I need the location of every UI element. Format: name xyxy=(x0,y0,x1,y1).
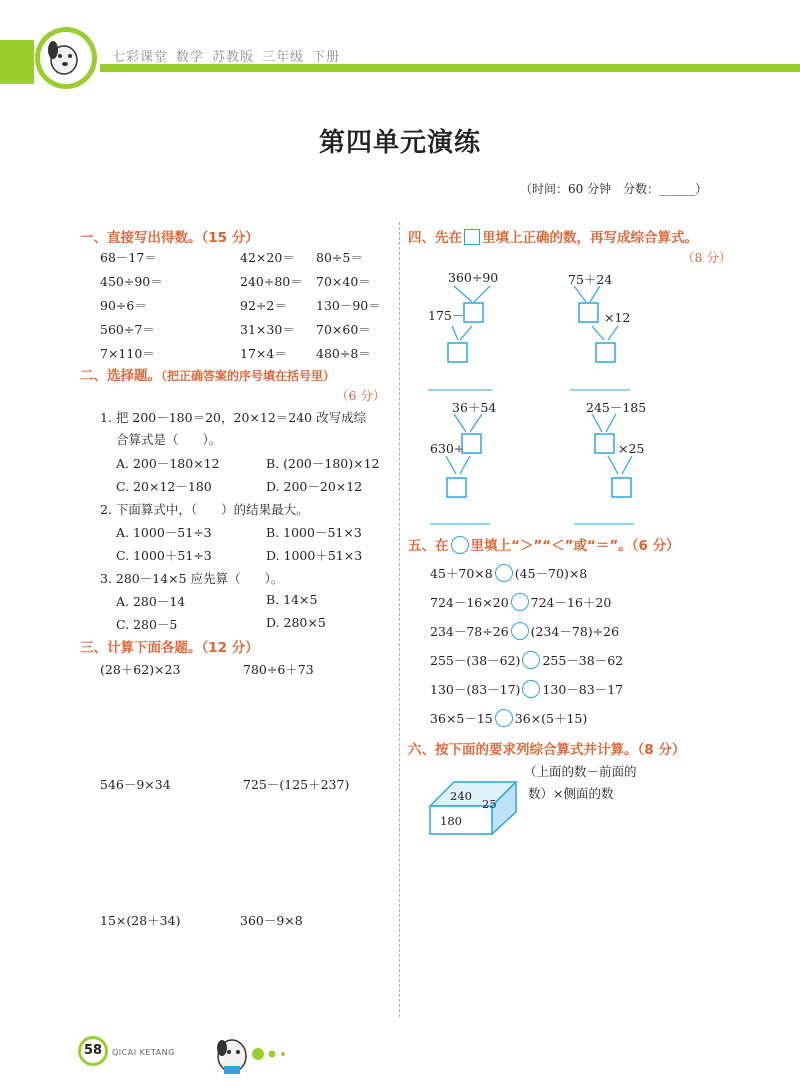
time-score-line: （时间：60 分钟 分数：______） xyxy=(520,182,708,196)
calc-item: 360－9×8 xyxy=(240,913,303,928)
q3-option-c: C. 280－5 xyxy=(116,617,178,632)
oral-item: 240÷80＝ xyxy=(240,274,303,289)
compare-left: 724－16×20 xyxy=(430,595,509,610)
calc-item: 15×(28＋34) xyxy=(100,913,181,928)
compare-right: 255－38－62 xyxy=(542,653,624,668)
diagram-1-tree xyxy=(420,282,510,392)
section-3-points: （12 分） xyxy=(201,640,259,656)
q2-option-c: C. 1000＋51÷3 xyxy=(116,548,212,563)
answer-box xyxy=(462,434,481,453)
compare-right: (45－70)×8 xyxy=(514,566,588,581)
compare-circle[interactable] xyxy=(511,593,529,611)
q3-option-d: D. 280×5 xyxy=(266,615,326,630)
answer-box xyxy=(464,303,483,322)
section-2-title: 二、选择题。 xyxy=(80,368,161,384)
compare-left: 130－(83－17) xyxy=(430,682,521,697)
compare-circle[interactable] xyxy=(522,680,540,698)
q2-text-a: 2. 下面算式中，（ xyxy=(100,502,198,517)
compare-right: 130－83－17 xyxy=(542,682,624,697)
compare-left: 36×5－15 xyxy=(430,711,493,726)
oral-item: 480÷8＝ xyxy=(316,346,371,361)
volume: 下册 xyxy=(312,50,341,65)
section-4-heading xyxy=(408,226,698,246)
compare-right: 36×(5＋15) xyxy=(514,711,588,726)
diagram-2-top: 75＋24 xyxy=(568,272,613,287)
q1-option-c: C. 20×12－180 xyxy=(116,479,212,494)
cuboid-side-value: 25 xyxy=(482,797,497,811)
cuboid-front-value: 180 xyxy=(440,814,462,828)
compare-left: 255－(38－62) xyxy=(430,653,521,668)
brand-text: QICAI KETANG xyxy=(112,1048,175,1057)
compare-circle[interactable] xyxy=(495,564,513,582)
q2-option-b: B. 1000－51×3 xyxy=(266,525,362,540)
cuboid-diagram xyxy=(426,770,522,840)
requirement-line-2: 数）×侧面的数 xyxy=(528,786,614,801)
diagram-4-tree xyxy=(570,410,660,530)
section-6-title: 六、按下面的要求列综合算式并计算。 xyxy=(408,742,638,758)
diagram-1-top: 360÷90 xyxy=(448,270,499,285)
q3-option-b: B. 14×5 xyxy=(266,592,318,607)
answer-box xyxy=(448,343,467,362)
circle-icon xyxy=(451,536,469,554)
section-4-points: （8 分） xyxy=(682,250,732,265)
section-2-note: （把正确答案的序号填在括号里） xyxy=(161,369,336,383)
series-name: 七彩课堂 xyxy=(112,50,169,65)
compare-row xyxy=(430,564,587,582)
oral-item: 92÷2＝ xyxy=(240,298,287,313)
oral-item: 560÷7＝ xyxy=(100,322,155,337)
header-banner xyxy=(0,0,800,90)
q2-option-a: A. 1000－51÷3 xyxy=(116,525,212,540)
question-1-line-2 xyxy=(116,430,221,448)
calc-item: 725－(125＋237) xyxy=(243,777,350,792)
section-5-heading xyxy=(408,534,680,554)
compare-left: 45＋70×8 xyxy=(430,566,493,581)
q1-option-d: D. 200－20×12 xyxy=(266,479,363,494)
section-5-points: （6 分） xyxy=(631,538,680,554)
question-3 xyxy=(100,569,283,587)
diagram-2-tree xyxy=(560,282,650,392)
q3-text-b: ）。 xyxy=(264,571,284,586)
edition: 苏教版 xyxy=(212,50,255,65)
compare-row xyxy=(430,651,623,669)
question-2 xyxy=(100,500,309,518)
oral-item: 70×40＝ xyxy=(316,274,371,289)
section-4-title-a: 四、先在 xyxy=(408,230,462,246)
q1-text-b: ）。 xyxy=(202,432,222,447)
compare-circle[interactable] xyxy=(522,651,540,669)
section-4-title-b: 里填上正确的数，再写成综合算式。 xyxy=(482,230,698,246)
section-2-points: （6 分） xyxy=(336,388,386,403)
header-series-text xyxy=(112,46,348,65)
oral-item: 450÷90＝ xyxy=(100,274,163,289)
footer-mascot-icon xyxy=(210,1030,300,1080)
q1-option-a: A. 200－180×12 xyxy=(116,456,220,471)
diagram-4-op: ×25 xyxy=(618,441,645,456)
square-box-icon xyxy=(464,229,480,245)
compare-circle[interactable] xyxy=(495,709,513,727)
answer-box xyxy=(447,478,466,497)
diagram-4-top: 245－185 xyxy=(586,400,647,415)
section-5-title-b: 里填上“＞”“＜”或“＝”。 xyxy=(470,538,632,554)
diagram-3-op: 630÷ xyxy=(430,441,465,456)
oral-item: 80÷5＝ xyxy=(316,250,363,265)
q1-text-a: 合算式是（ xyxy=(116,432,179,447)
diagram-2-op: ×12 xyxy=(604,310,631,325)
q2-option-d: D. 1000＋51×3 xyxy=(266,548,363,563)
cuboid-top-value: 240 xyxy=(450,789,472,803)
section-5-title-a: 五、在 xyxy=(408,538,449,554)
compare-right: 724－16＋20 xyxy=(530,595,612,610)
compare-left: 234－78÷26 xyxy=(430,624,509,639)
q3-option-a: A. 280－14 xyxy=(116,594,186,609)
answer-box xyxy=(595,434,614,453)
compare-row xyxy=(430,680,623,698)
oral-item: 17×4＝ xyxy=(240,346,287,361)
question-1-line-1: 1. 把 200－180＝20，20×12＝240 改写成综 xyxy=(100,410,367,425)
oral-item: 70×60＝ xyxy=(316,322,371,337)
section-1-points: （15 分） xyxy=(201,230,259,246)
compare-circle[interactable] xyxy=(511,622,529,640)
section-6-points: （8 分） xyxy=(637,742,686,758)
compare-row xyxy=(430,593,611,611)
q3-text-a: 3. 280－14×5 应先算（ xyxy=(100,571,241,586)
q2-text-b: ）的结果最大。 xyxy=(221,502,309,517)
requirement-line-1: （上面的数－前面的 xyxy=(524,764,637,779)
calc-item: 780÷6＋73 xyxy=(243,662,314,677)
section-6-heading xyxy=(408,738,685,758)
page-number: 58 xyxy=(83,1043,103,1058)
oral-item: 7×110＝ xyxy=(100,346,155,361)
column-divider xyxy=(399,222,400,1017)
oral-item: 68－17＝ xyxy=(100,250,157,265)
page-title: 第四单元演练 xyxy=(318,128,481,158)
section-2-heading xyxy=(80,364,335,384)
oral-item: 90÷6＝ xyxy=(100,298,147,313)
diagram-3-tree xyxy=(420,410,510,530)
answer-box xyxy=(596,343,615,362)
compare-right: (234－78)÷26 xyxy=(530,624,620,639)
answer-box xyxy=(579,303,598,322)
diagram-1-op: 175－ xyxy=(428,308,465,323)
calc-item: (28＋62)×23 xyxy=(100,662,181,677)
section-3-heading xyxy=(80,636,259,656)
diagram-3-top: 36＋54 xyxy=(452,400,497,415)
mascot-dog-icon xyxy=(35,27,97,89)
section-3-title: 三、计算下面各题。 xyxy=(80,640,202,656)
q1-option-b: B. (200－180)×12 xyxy=(266,456,380,471)
calc-item: 546－9×34 xyxy=(100,777,171,792)
section-1-heading xyxy=(80,226,259,246)
compare-row xyxy=(430,622,619,640)
answer-box xyxy=(612,478,631,497)
compare-row xyxy=(430,709,587,727)
grade: 三年级 xyxy=(262,50,305,65)
oral-item: 31×30＝ xyxy=(240,322,295,337)
oral-item: 42×20＝ xyxy=(240,250,295,265)
oral-item: 130－90＝ xyxy=(316,298,381,313)
section-1-title: 一、直接写出得数。 xyxy=(80,230,202,246)
subject: 数学 xyxy=(176,50,205,65)
